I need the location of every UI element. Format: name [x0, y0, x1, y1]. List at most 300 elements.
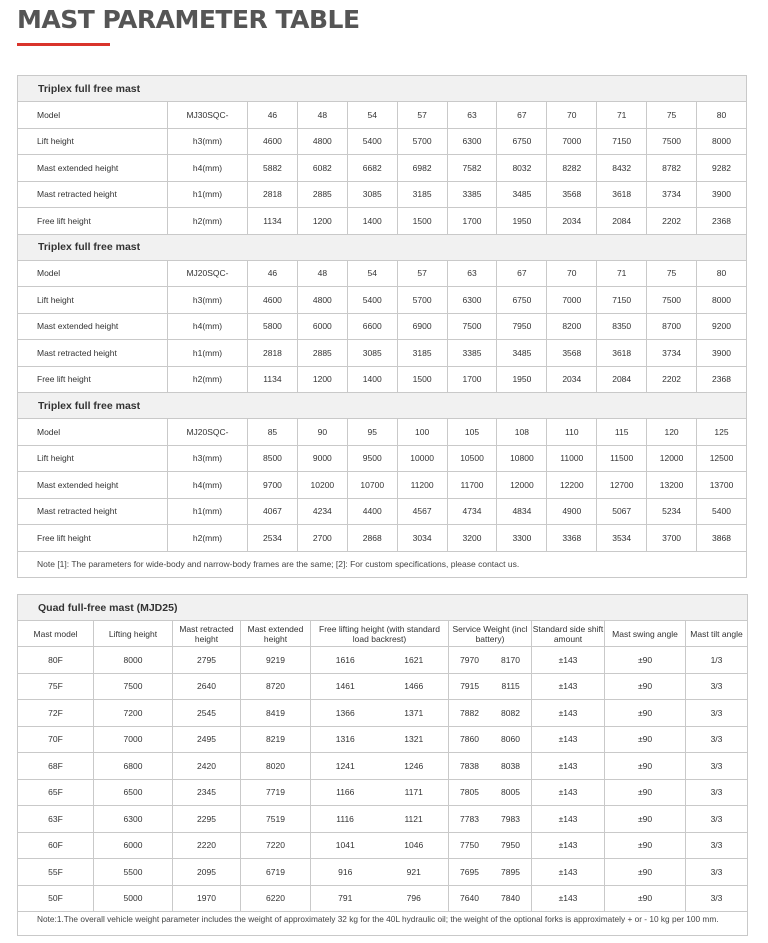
column-header: Service Weight (incl battery): [449, 621, 532, 647]
cell-extended: 8720: [241, 673, 311, 700]
cell-value: 4900: [547, 498, 597, 525]
cell-lift: 5000: [94, 885, 173, 912]
value-pair: [311, 787, 448, 797]
value-pair: [449, 681, 531, 691]
free-lifting-value-1: 791: [338, 893, 353, 904]
section-title: Triplex full free mast: [18, 76, 747, 102]
cell-model: 65F: [18, 779, 94, 806]
cell-swing: ±90: [605, 806, 686, 833]
page-title: MAST PARAMETER TABLE: [17, 5, 360, 34]
cell-value: 11700: [447, 472, 497, 499]
cell-value: 9000: [297, 445, 347, 472]
cell-model: 68F: [18, 753, 94, 780]
service-weight-value-1: 7640: [460, 893, 479, 904]
cell-value: 3185: [397, 181, 447, 208]
model-number: 85: [248, 419, 298, 446]
free-lifting-value-1: 1166: [336, 787, 355, 798]
cell-value: 2818: [248, 181, 298, 208]
cell-tilt: 3/3: [686, 726, 748, 753]
cell-value: 4800: [297, 287, 347, 314]
cell-value: 6982: [397, 155, 447, 182]
table-row: [18, 472, 747, 499]
model-number: 67: [497, 102, 547, 129]
cell-value: 2885: [297, 181, 347, 208]
cell-lift: 6500: [94, 779, 173, 806]
cell-service-weight: [449, 859, 532, 886]
cell-model: 80F: [18, 647, 94, 674]
free-lifting-value-1: 1041: [335, 840, 355, 851]
cell-swing: ±90: [605, 753, 686, 780]
service-weight-value-1: 7860: [460, 734, 479, 745]
cell-swing: ±90: [605, 779, 686, 806]
table-row: [18, 208, 747, 235]
cell-value: 3185: [397, 340, 447, 367]
cell-value: 2084: [597, 366, 647, 393]
row-unit: h4(mm): [168, 472, 248, 499]
cell-value: 3385: [447, 340, 497, 367]
service-weight-value-1: 7915: [460, 681, 480, 692]
service-weight-value-2: 8060: [501, 734, 520, 745]
free-lifting-value-2: 1046: [404, 840, 424, 851]
column-header: Lifting height: [94, 621, 173, 647]
free-lifting-value-2: 1621: [404, 654, 424, 665]
column-header: Mast model: [18, 621, 94, 647]
cell-model: 50F: [18, 885, 94, 912]
cell-value: 3200: [447, 525, 497, 552]
cell-shift: ±143: [532, 673, 605, 700]
cell-tilt: 3/3: [686, 700, 748, 727]
table-row: [18, 525, 747, 552]
model-number: 54: [347, 260, 397, 287]
cell-value: 9282: [697, 155, 747, 182]
cell-value: 8432: [597, 155, 647, 182]
cell-value: 2368: [697, 366, 747, 393]
cell-extended: 8419: [241, 700, 311, 727]
cell-value: 10700: [347, 472, 397, 499]
section-title: Triplex full free mast: [18, 393, 747, 419]
cell-lift: 7200: [94, 700, 173, 727]
cell-lift: 6300: [94, 806, 173, 833]
cell-value: 3734: [647, 340, 697, 367]
cell-value: 8700: [647, 313, 697, 340]
cell-value: 2534: [248, 525, 298, 552]
table-row: [18, 366, 747, 393]
cell-retracted: 2095: [173, 859, 241, 886]
cell-service-weight: [449, 885, 532, 912]
cell-value: 3034: [397, 525, 447, 552]
service-weight-value-1: 7695: [460, 866, 479, 877]
cell-value: 1950: [497, 208, 547, 235]
cell-value: 12500: [697, 445, 747, 472]
cell-shift: ±143: [532, 700, 605, 727]
table-row: [18, 700, 748, 727]
cell-tilt: 3/3: [686, 885, 748, 912]
row-label: Mast extended height: [18, 313, 168, 340]
cell-value: 10200: [297, 472, 347, 499]
model-code: MJ20SQC-: [168, 260, 248, 287]
cell-value: 11500: [597, 445, 647, 472]
row-unit: h3(mm): [168, 128, 248, 155]
table-row: [18, 885, 748, 912]
cell-shift: ±143: [532, 832, 605, 859]
row-unit: h3(mm): [168, 445, 248, 472]
table-row: [18, 753, 748, 780]
cell-retracted: 2345: [173, 779, 241, 806]
cell-service-weight: [449, 726, 532, 753]
table-row: [18, 779, 748, 806]
cell-value: 2034: [547, 208, 597, 235]
cell-service-weight: [449, 832, 532, 859]
cell-value: 2034: [547, 366, 597, 393]
cell-free-lifting: [311, 885, 449, 912]
cell-value: 12700: [597, 472, 647, 499]
cell-value: 6082: [297, 155, 347, 182]
cell-value: 5400: [347, 287, 397, 314]
cell-value: 3618: [597, 181, 647, 208]
table-row: [18, 859, 748, 886]
value-pair: [311, 708, 448, 718]
cell-model: 72F: [18, 700, 94, 727]
row-unit: h3(mm): [168, 287, 248, 314]
cell-value: 4600: [248, 287, 298, 314]
column-header: Free lifting height (with standard load backrest): [311, 621, 449, 647]
table-row: [18, 313, 747, 340]
value-pair: [311, 893, 448, 903]
cell-service-weight: [449, 700, 532, 727]
cell-service-weight: [449, 779, 532, 806]
cell-value: 7500: [647, 128, 697, 155]
cell-value: 1200: [297, 208, 347, 235]
cell-value: 5700: [397, 287, 447, 314]
model-number: 115: [597, 419, 647, 446]
cell-value: 6600: [347, 313, 397, 340]
cell-swing: ±90: [605, 700, 686, 727]
cell-model: 60F: [18, 832, 94, 859]
section-header: [18, 76, 747, 102]
cell-extended: 7220: [241, 832, 311, 859]
cell-extended: 6220: [241, 885, 311, 912]
cell-value: 7950: [497, 313, 547, 340]
cell-free-lifting: [311, 700, 449, 727]
cell-lift: 7000: [94, 726, 173, 753]
table-row: [18, 673, 748, 700]
service-weight-value-2: 7983: [501, 813, 520, 824]
free-lifting-value-2: 1321: [404, 734, 424, 745]
cell-service-weight: [449, 753, 532, 780]
value-pair: [311, 734, 448, 744]
free-lifting-value-2: 1466: [404, 681, 424, 692]
cell-value: 4600: [248, 128, 298, 155]
row-unit: h2(mm): [168, 208, 248, 235]
table-row: [18, 726, 748, 753]
quad-mast-table: [17, 594, 748, 936]
service-weight-value-2: 7895: [501, 866, 520, 877]
cell-value: 6300: [447, 128, 497, 155]
cell-swing: ±90: [605, 885, 686, 912]
service-weight-value-1: 7882: [460, 707, 479, 718]
free-lifting-value-1: 1241: [335, 760, 355, 771]
row-label: Model: [18, 419, 168, 446]
cell-value: 1950: [497, 366, 547, 393]
model-number: 63: [447, 260, 497, 287]
model-number: 63: [447, 102, 497, 129]
model-number: 71: [597, 260, 647, 287]
row-label: Model: [18, 102, 168, 129]
free-lifting-value-1: 1316: [335, 734, 355, 745]
cell-retracted: 2495: [173, 726, 241, 753]
cell-value: 3568: [547, 340, 597, 367]
cell-tilt: 3/3: [686, 832, 748, 859]
cell-value: 6900: [397, 313, 447, 340]
cell-model: 75F: [18, 673, 94, 700]
model-number: 105: [447, 419, 497, 446]
quad-note: Note:1.The overall vehicle weight parameter includes the weight of approximately 32 kg for the 40L hydraulic oil; the weight of the optional forks is approximately + or - 10 kg per 100 mm.: [18, 912, 748, 936]
service-weight-value-2: 8038: [501, 760, 520, 771]
row-label: Mast retracted height: [18, 181, 168, 208]
cell-value: 2818: [248, 340, 298, 367]
value-pair: [449, 787, 531, 797]
cell-free-lifting: [311, 859, 449, 886]
cell-swing: ±90: [605, 673, 686, 700]
value-pair: [449, 893, 531, 903]
cell-value: 11000: [547, 445, 597, 472]
cell-value: 3900: [697, 340, 747, 367]
cell-extended: 8219: [241, 726, 311, 753]
cell-tilt: 3/3: [686, 673, 748, 700]
section-header: [18, 393, 747, 419]
service-weight-value-1: 7805: [460, 787, 479, 798]
value-pair: [449, 708, 531, 718]
value-pair: [311, 655, 448, 665]
table-row: [18, 498, 747, 525]
cell-value: 6000: [297, 313, 347, 340]
cell-lift: 5500: [94, 859, 173, 886]
cell-free-lifting: [311, 779, 449, 806]
model-number: 57: [397, 102, 447, 129]
cell-free-lifting: [311, 647, 449, 674]
cell-value: 8200: [547, 313, 597, 340]
column-header: Mast tilt angle: [686, 621, 748, 647]
cell-value: 8500: [248, 445, 298, 472]
cell-value: 4400: [347, 498, 397, 525]
cell-value: 3868: [697, 525, 747, 552]
cell-value: 7000: [547, 128, 597, 155]
cell-value: 2368: [697, 208, 747, 235]
cell-value: 4567: [397, 498, 447, 525]
row-label: Mast retracted height: [18, 340, 168, 367]
cell-swing: ±90: [605, 647, 686, 674]
cell-value: 1500: [397, 208, 447, 235]
column-header: Mast swing angle: [605, 621, 686, 647]
free-lifting-value-1: 1116: [336, 813, 354, 824]
model-row: [18, 102, 747, 129]
free-lifting-value-2: 921: [406, 866, 421, 877]
cell-free-lifting: [311, 832, 449, 859]
cell-extended: 7519: [241, 806, 311, 833]
cell-value: 4834: [497, 498, 547, 525]
cell-value: 7500: [647, 287, 697, 314]
row-unit: h1(mm): [168, 181, 248, 208]
cell-retracted: 2545: [173, 700, 241, 727]
cell-value: 8350: [597, 313, 647, 340]
cell-value: 7150: [597, 287, 647, 314]
row-label: Free lift height: [18, 208, 168, 235]
cell-model: 55F: [18, 859, 94, 886]
cell-retracted: 2220: [173, 832, 241, 859]
service-weight-value-2: 7950: [501, 840, 520, 851]
column-header: Mast retracted height: [173, 621, 241, 647]
section-title: Triplex full free mast: [18, 234, 747, 260]
cell-value: 4234: [297, 498, 347, 525]
cell-retracted: 1970: [173, 885, 241, 912]
cell-value: 3568: [547, 181, 597, 208]
cell-value: 8000: [697, 128, 747, 155]
cell-value: 3385: [447, 181, 497, 208]
cell-value: 1200: [297, 366, 347, 393]
cell-value: 3700: [647, 525, 697, 552]
cell-value: 2202: [647, 208, 697, 235]
cell-value: 4734: [447, 498, 497, 525]
row-unit: h1(mm): [168, 340, 248, 367]
free-lifting-value-1: 1461: [335, 681, 355, 692]
cell-value: 5882: [248, 155, 298, 182]
value-pair: [449, 840, 531, 850]
table-row: [18, 832, 748, 859]
cell-value: 2202: [647, 366, 697, 393]
cell-value: 4067: [248, 498, 298, 525]
cell-value: 8782: [647, 155, 697, 182]
cell-tilt: 3/3: [686, 779, 748, 806]
value-pair: [449, 655, 531, 665]
row-label: Lift height: [18, 287, 168, 314]
cell-value: 5400: [697, 498, 747, 525]
row-label: Mast retracted height: [18, 498, 168, 525]
cell-value: 11200: [397, 472, 447, 499]
cell-shift: ±143: [532, 806, 605, 833]
note-row: [18, 912, 748, 936]
title-underline: [17, 43, 110, 46]
free-lifting-value-2: 796: [406, 893, 421, 904]
cell-value: 1500: [397, 366, 447, 393]
cell-value: 8282: [547, 155, 597, 182]
cell-value: 5400: [347, 128, 397, 155]
row-unit: h2(mm): [168, 366, 248, 393]
cell-lift: 6000: [94, 832, 173, 859]
column-header: Mast extended height: [241, 621, 311, 647]
row-unit: h2(mm): [168, 525, 248, 552]
service-weight-value-2: 8082: [501, 707, 520, 718]
model-number: 125: [697, 419, 747, 446]
service-weight-value-1: 7783: [460, 813, 479, 824]
value-pair: [449, 814, 531, 824]
service-weight-value-2: 7840: [501, 893, 520, 904]
service-weight-value-2: 8005: [501, 787, 520, 798]
cell-swing: ±90: [605, 726, 686, 753]
section-header: [18, 595, 748, 621]
cell-extended: 7719: [241, 779, 311, 806]
free-lifting-value-1: 1366: [335, 707, 355, 718]
cell-value: 5067: [597, 498, 647, 525]
row-label: Free lift height: [18, 525, 168, 552]
cell-shift: ±143: [532, 753, 605, 780]
model-number: 48: [297, 102, 347, 129]
service-weight-value-1: 7970: [460, 654, 479, 665]
cell-value: 10500: [447, 445, 497, 472]
cell-service-weight: [449, 647, 532, 674]
cell-extended: 9219: [241, 647, 311, 674]
model-number: 57: [397, 260, 447, 287]
cell-value: 9200: [697, 313, 747, 340]
cell-value: 3618: [597, 340, 647, 367]
cell-value: 1400: [347, 366, 397, 393]
row-label: Model: [18, 260, 168, 287]
cell-value: 2885: [297, 340, 347, 367]
section-header: [18, 234, 747, 260]
cell-value: 8000: [697, 287, 747, 314]
value-pair: [311, 840, 448, 850]
model-number: 90: [297, 419, 347, 446]
model-number: 100: [397, 419, 447, 446]
model-number: 95: [347, 419, 397, 446]
service-weight-value-2: 8170: [501, 654, 520, 665]
cell-value: 5800: [248, 313, 298, 340]
cell-value: 6750: [497, 287, 547, 314]
free-lifting-value-2: 1171: [404, 787, 423, 798]
model-number: 70: [547, 260, 597, 287]
section-title: Quad full-free mast (MJD25): [18, 595, 748, 621]
cell-extended: 6719: [241, 859, 311, 886]
service-weight-value-1: 7750: [460, 840, 479, 851]
cell-value: 1400: [347, 208, 397, 235]
model-row: [18, 260, 747, 287]
row-unit: h4(mm): [168, 313, 248, 340]
cell-swing: ±90: [605, 859, 686, 886]
triplex-mast-table: [17, 75, 747, 578]
cell-value: 5234: [647, 498, 697, 525]
cell-value: 7582: [447, 155, 497, 182]
cell-value: 7150: [597, 128, 647, 155]
cell-service-weight: [449, 673, 532, 700]
row-label: Mast extended height: [18, 472, 168, 499]
cell-value: 7000: [547, 287, 597, 314]
cell-swing: ±90: [605, 832, 686, 859]
model-number: 71: [597, 102, 647, 129]
cell-value: 3485: [497, 181, 547, 208]
cell-value: 1700: [447, 208, 497, 235]
cell-tilt: 1/3: [686, 647, 748, 674]
value-pair: [311, 814, 448, 824]
model-number: 46: [248, 102, 298, 129]
cell-free-lifting: [311, 753, 449, 780]
value-pair: [311, 761, 448, 771]
cell-value: 6750: [497, 128, 547, 155]
mast-note: Note [1]: The parameters for wide-body and narrow-body frames are the same; [2]: For custom specifications, please contact us.: [18, 551, 747, 577]
table-row: [18, 128, 747, 155]
cell-shift: ±143: [532, 779, 605, 806]
column-header-row: [18, 621, 748, 647]
cell-shift: ±143: [532, 726, 605, 753]
cell-extended: 8020: [241, 753, 311, 780]
cell-shift: ±143: [532, 647, 605, 674]
cell-value: 3734: [647, 181, 697, 208]
cell-value: 9500: [347, 445, 397, 472]
model-number: 80: [697, 102, 747, 129]
model-number: 67: [497, 260, 547, 287]
value-pair: [449, 761, 531, 771]
value-pair: [449, 867, 531, 877]
row-label: Lift height: [18, 128, 168, 155]
cell-value: 4800: [297, 128, 347, 155]
